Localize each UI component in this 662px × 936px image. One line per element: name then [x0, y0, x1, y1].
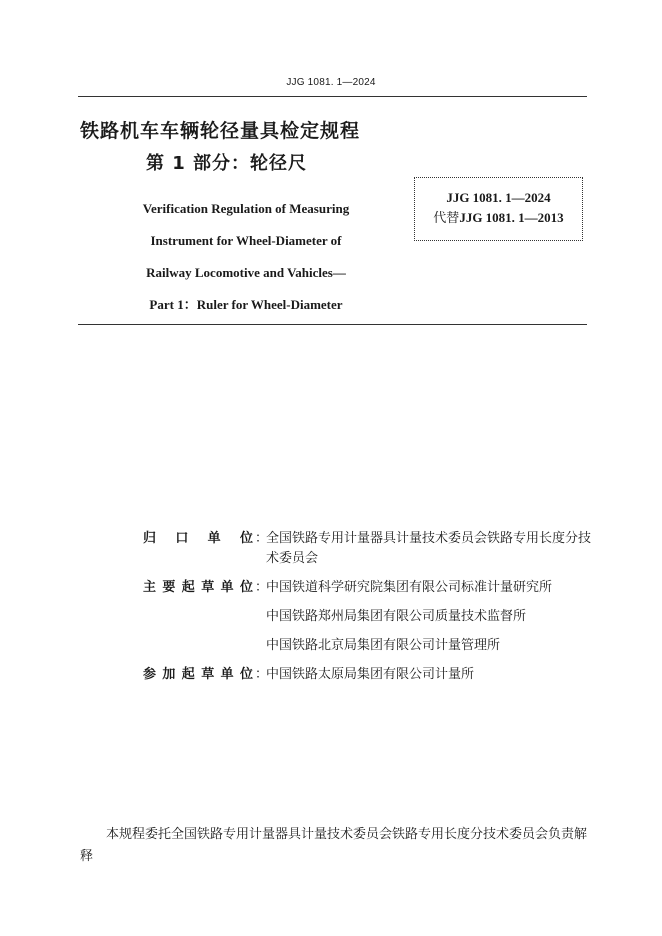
main-drafting-unit-row — [143, 578, 601, 656]
replaces-standard — [415, 208, 582, 229]
main-drafting-unit-value: 中国铁道科学研究院集团有限公司标准计量研究所 — [266, 580, 553, 595]
responsible-unit-value: 全国铁路专用计量器具计量技术委员会铁路专用长度分技术委员会 — [266, 531, 592, 566]
header-divider — [78, 96, 587, 97]
english-title-line: Part 1：Ruler for Wheel-Diameter — [149, 297, 343, 312]
standard-number: JJG 1081. 1—2024 — [446, 190, 551, 205]
participating-drafting-unit-label: 参加起草单位 — [143, 667, 253, 682]
document-part-title-chinese: 第 1 部分：轮径尺 — [146, 153, 308, 174]
label-separator: ： — [255, 667, 269, 682]
label-separator: ： — [255, 580, 269, 595]
replaced-standard-number: JJG 1081. 1—2013 — [459, 210, 564, 225]
title-divider — [78, 324, 587, 325]
interpretation-note: 本规程委托全国铁路专用计量器具计量技术委员会铁路专用长度分技术委员会负责解释 — [80, 827, 588, 864]
running-header-code: JJG 1081. 1—2024 — [286, 77, 376, 88]
replaces-prefix: 代替 — [433, 211, 460, 226]
responsible-unit-row — [143, 529, 601, 569]
main-drafting-unit-value: 中国铁路北京局集团有限公司计量管理所 — [266, 638, 501, 653]
participating-drafting-unit-value: 中国铁路太原局集团有限公司计量所 — [266, 667, 475, 682]
document-title-chinese: 铁路机车车辆轮径量具检定规程 — [80, 120, 361, 142]
label-separator: ： — [255, 531, 269, 546]
english-title-line: Instrument for Wheel-Diameter of — [150, 233, 342, 248]
main-drafting-unit-value: 中国铁路郑州局集团有限公司质量技术监督所 — [266, 609, 527, 624]
document-title-english — [108, 193, 384, 321]
participating-drafting-unit-row — [143, 665, 601, 685]
responsible-unit-label: 归口单位 — [143, 531, 253, 546]
standard-number-box — [414, 177, 583, 241]
english-title-line: Verification Regulation of Measuring — [142, 201, 350, 216]
drafting-info — [143, 529, 601, 694]
main-drafting-unit-label: 主要起草单位 — [143, 580, 253, 595]
english-title-line: Railway Locomotive and Vahicles— — [146, 265, 346, 280]
